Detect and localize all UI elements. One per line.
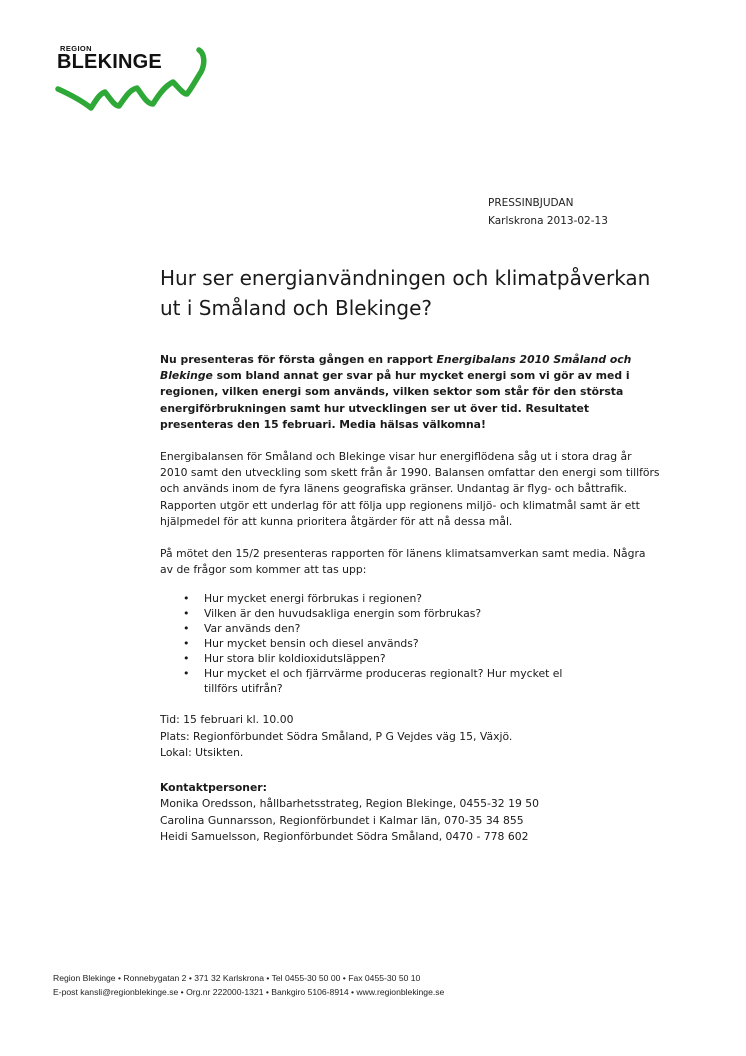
body-paragraph-2: På mötet den 15/2 presenteras rapporten för länens klimatsamverkan samt media. Några av de frågor som kommer att tas upp:: [160, 547, 646, 577]
lead-part-2: som bland annat ger svar på hur mycket energi som vi gör av med i regionen, vilken energi som används, vilken sektor som står för den största energiförbrukningen samt hur utvecklingen ser ut över tid. Resultatet presenteras den 15 februari. Media hälsas välkomna!: [160, 369, 630, 431]
headline-line-2: ut i Småland och Blekinge?: [160, 296, 433, 320]
contacts: [160, 780, 660, 846]
questions-list: [160, 591, 660, 696]
event-info: [160, 712, 660, 762]
footer: [53, 971, 444, 999]
contacts-heading: Kontaktpersoner:: [160, 780, 267, 794]
list-item: • Hur stora blir koldioxidutsläppen?: [204, 651, 660, 666]
main-content: [160, 352, 660, 846]
headline: [160, 263, 680, 323]
headline-line-1: Hur ser energianvändningen och klimatpåverkan: [160, 266, 651, 290]
body-paragraph-1: Energibalansen för Småland och Blekinge visar hur energiflödena såg ut i stora drag år 2010 samt den utveckling som skett från år 1990. Balansen omfattar den energi som tillförs och används inom de fyra länens geografiska gränser. Undantag är flyg- och båttrafik. Rapporten utgör ett underlag för att följa upp regionens miljö- och klimatmål samt är ett hjälpmedel för att kunna prioritera åtgärder för att nå dessa mål.: [160, 450, 660, 528]
footer-contact: E-post kansli@regionblekinge.se • Org.nr 222000-1321 • Bankgiro 5106-8914 • www.regionblekinge.se: [53, 987, 445, 997]
list-item: • Vilken är den huvudsakliga energin som förbrukas?: [204, 606, 660, 621]
list-item: • Hur mycket energi förbrukas i regionen?: [204, 591, 660, 606]
list-item: • Hur mycket el och fjärrvärme produceras regionalt? Hur mycket el tillförs utifrån?: [204, 666, 660, 696]
event-place: Plats: Regionförbundet Södra Småland, P G Vejdes väg 15, Växjö.: [160, 729, 513, 743]
contact-person: Monika Oredsson, hållbarhetsstrateg, Region Blekinge, 0455-32 19 50: [160, 797, 540, 811]
document-meta: [488, 194, 608, 230]
logo-wave-icon: [55, 42, 215, 117]
logo-name-text: BLEKINGE: [57, 51, 162, 73]
contact-person: Carolina Gunnarsson, Regionförbundet i Kalmar län, 070-35 34 855: [160, 813, 524, 827]
lead-part-1: Nu presenteras för första gången en rapport: [160, 353, 437, 366]
report-title: Energibalans 2010 Småland och Blekinge: [160, 353, 632, 383]
document-type: PRESSINBJUDAN: [488, 197, 574, 209]
place-date: Karlskrona 2013-02-13: [488, 215, 608, 227]
contact-person: Heidi Samuelsson, Regionförbundet Södra Småland, 0470 - 778 602: [160, 830, 529, 844]
lead-paragraph: [160, 352, 660, 433]
event-time: Tid: 15 februari kl. 10.00: [160, 713, 294, 727]
list-item: • Hur mycket bensin och diesel används?: [204, 636, 660, 651]
event-room: Lokal: Utsikten.: [160, 746, 244, 760]
logo-region-text: REGION: [60, 44, 92, 53]
footer-address: Region Blekinge • Ronnebygatan 2 • 371 32 Karlskrona • Tel 0455-30 50 00 • Fax 0455-30 50 10: [53, 973, 421, 983]
region-blekinge-logo: [55, 42, 215, 117]
list-item: • Var används den?: [204, 621, 660, 636]
